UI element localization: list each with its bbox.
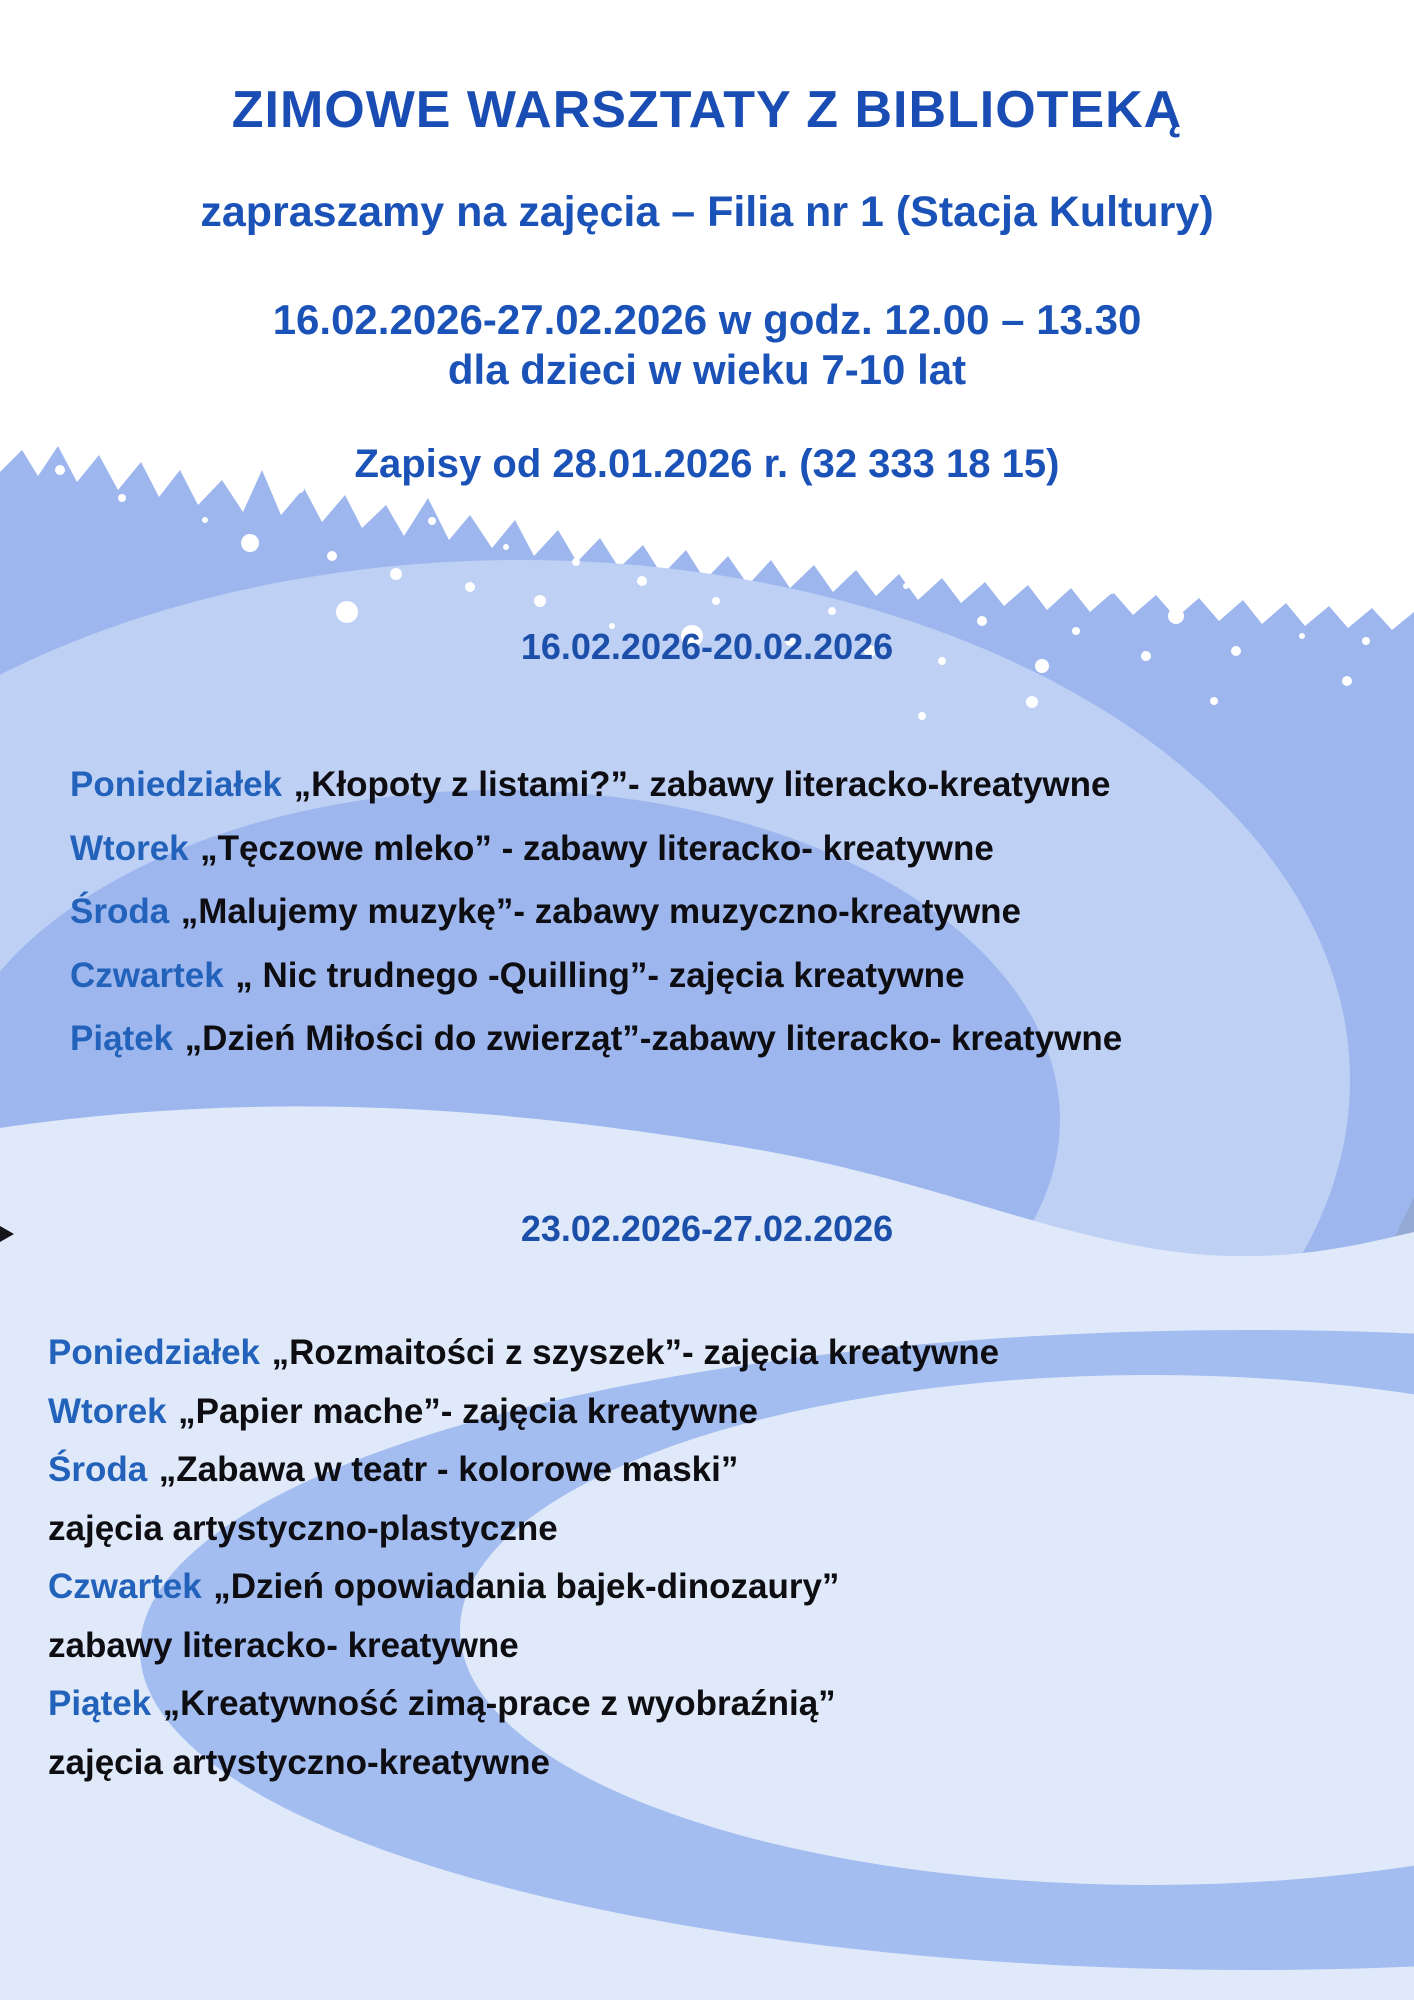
poster-title: ZIMOWE WARSZTATY Z BIBLIOTEKĄ <box>231 81 1183 139</box>
week1-schedule <box>70 753 1122 1071</box>
week1-header: 16.02.2026-20.02.2026 <box>520 626 894 667</box>
day-label: Wtorek <box>70 828 189 868</box>
day-label: Czwartek <box>48 1567 202 1606</box>
schedule-row <box>48 1558 999 1617</box>
activity-text: „Zabawa w teatr - kolorowe maski” <box>158 1450 739 1489</box>
day-label: Poniedziałek <box>70 765 283 804</box>
schedule-row <box>70 1007 1122 1071</box>
day-label: Czwartek <box>70 955 224 995</box>
day-label: Środa <box>48 1450 148 1489</box>
schedule-row <box>70 817 1122 881</box>
activity-text: „Dzień opowiadania bajek-dinozaury” <box>213 1567 840 1606</box>
schedule-row <box>48 1617 999 1676</box>
activity-text: „Tęczowe mleko” - zabawy literacko- kreatywne <box>200 828 994 868</box>
schedule-row <box>48 1500 999 1559</box>
day-label: Poniedziałek <box>48 1333 261 1372</box>
day-label: Piątek <box>70 1019 174 1058</box>
activity-text: „Rozmaitości z szyszek”- zajęcia kreatywne <box>271 1333 1000 1372</box>
schedule-row <box>70 880 1122 944</box>
signup-info: Zapisy od 28.01.2026 r. (32 333 18 15) <box>354 442 1060 486</box>
schedule-row <box>48 1734 999 1793</box>
schedule-row <box>48 1383 999 1442</box>
activity-text: „Kreatywność zimą-prace z wyobraźnią” <box>162 1684 836 1723</box>
day-label: Piątek <box>48 1684 152 1723</box>
poster-subtitle: zapraszamy na zajęcia – Filia nr 1 (Stacja Kultury) <box>200 188 1214 236</box>
activity-text: zajęcia artystyczno-kreatywne <box>48 1742 550 1782</box>
schedule-row <box>48 1441 999 1500</box>
schedule-row <box>48 1675 999 1734</box>
activity-text: zajęcia artystyczno-plastyczne <box>48 1508 558 1548</box>
day-label: Wtorek <box>48 1391 167 1431</box>
activity-text: zabawy literacko- kreatywne <box>48 1625 519 1665</box>
schedule-row <box>48 1324 999 1383</box>
activity-text: „Malujemy muzykę”- zabawy muzyczno-kreatywne <box>180 892 1022 931</box>
activity-text: „ Nic trudnego -Quilling”- zajęcia kreatywne <box>235 955 965 995</box>
activity-text: „Kłopoty z listami?”- zabawy literacko-kreatywne <box>293 765 1111 804</box>
schedule-row <box>70 944 1122 1008</box>
day-label: Środa <box>70 892 170 931</box>
week2-header: 23.02.2026-27.02.2026 <box>520 1208 894 1249</box>
schedule-row <box>70 753 1122 817</box>
dates-line-1: 16.02.2026-27.02.2026 w godz. 12.00 – 13.30 <box>272 296 1142 343</box>
week2-schedule <box>48 1324 999 1792</box>
dates-line-2: dla dzieci w wieku 7-10 lat <box>447 346 967 393</box>
activity-text: „Papier mache”- zajęcia kreatywne <box>178 1391 758 1431</box>
activity-text: „Dzień Miłości do zwierząt”-zabawy literacko- kreatywne <box>184 1019 1123 1058</box>
